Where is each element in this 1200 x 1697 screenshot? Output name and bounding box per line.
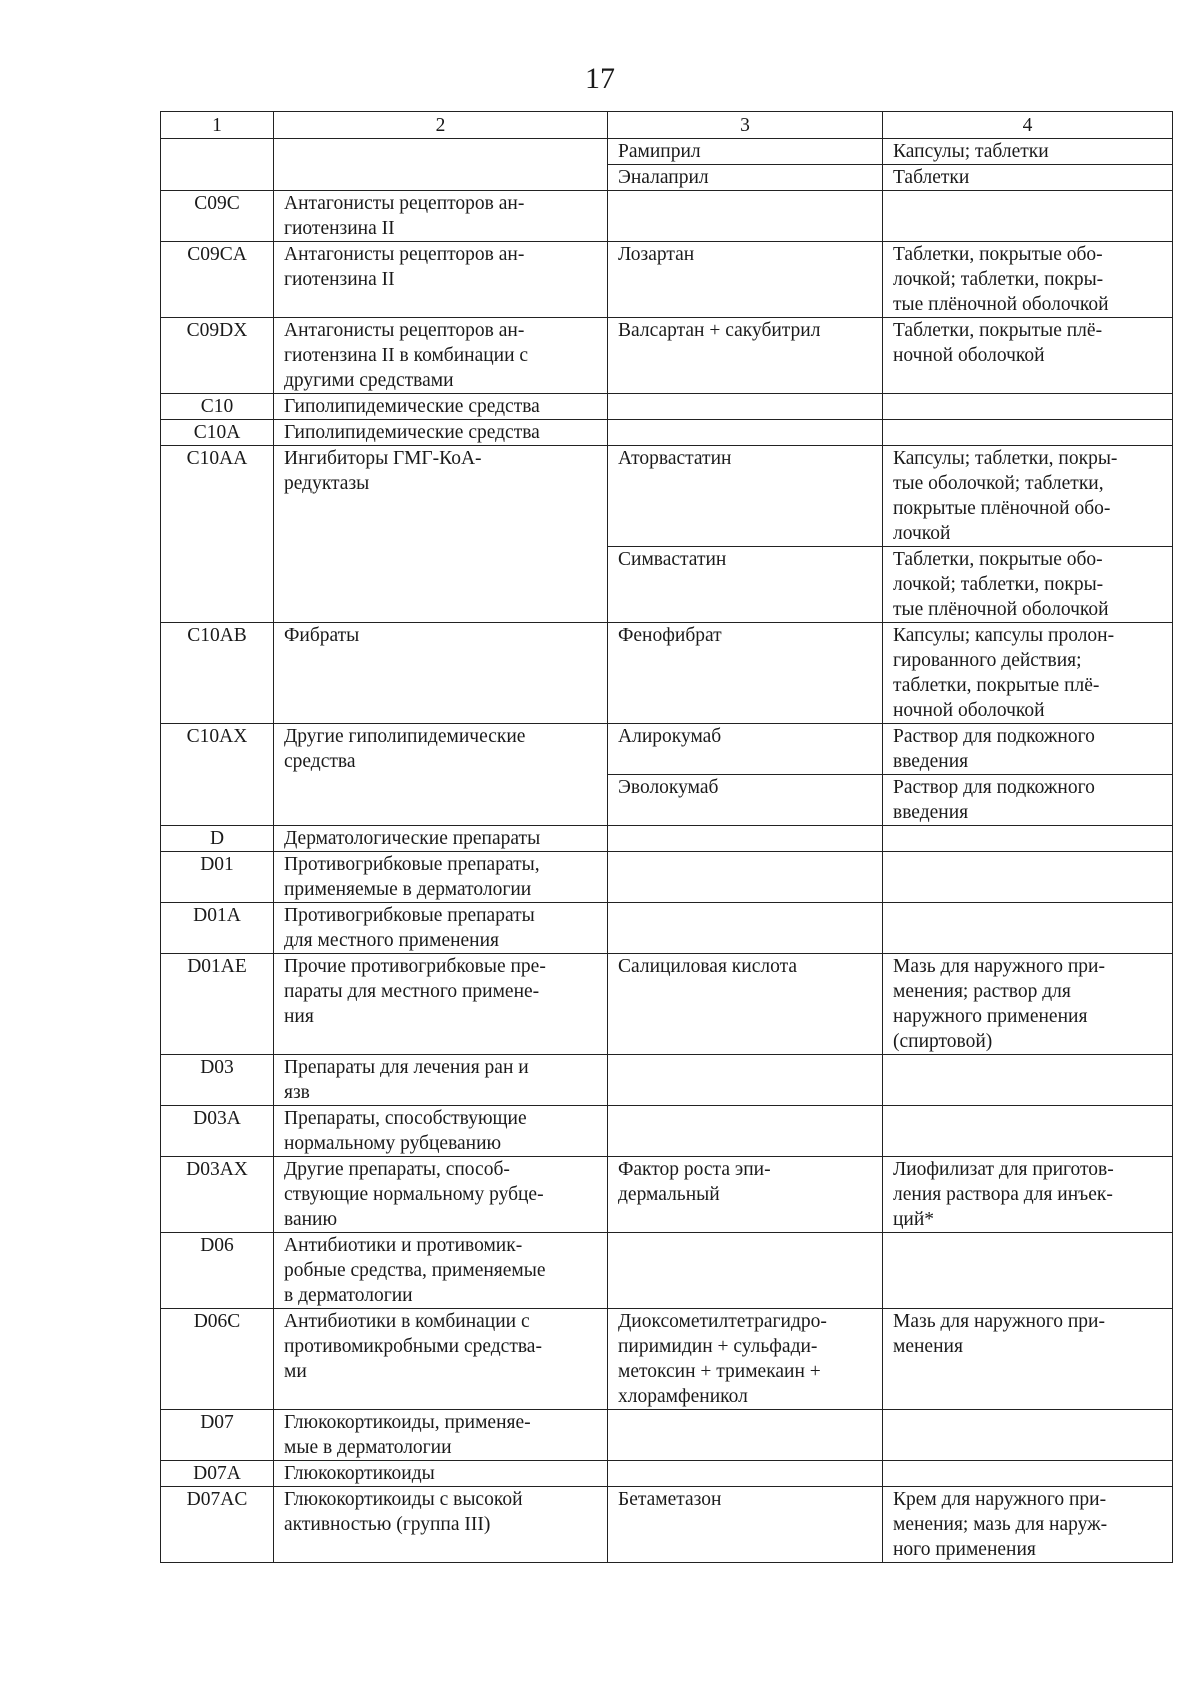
group-name-cell: Антагонисты рецепторов ан- гиотензина II в комбинации с другими средствами [274,318,608,394]
atc-code-cell: D01 [161,852,274,903]
dosage-form-cell: Таблетки, покрытые обо- лочкой; таблетки, покры- тые плёночной оболочкой [883,242,1173,318]
drug-name-cell: Фактор роста эпи- дермальный [608,1157,883,1233]
group-name-cell: Глюкокортикоиды, применяе- мые в дерматологии [274,1410,608,1461]
table-row [161,1157,1173,1233]
drug-name-cell [608,191,883,242]
drug-name-cell: Салициловая кислота [608,954,883,1055]
group-name-cell: Антагонисты рецепторов ан- гиотензина II [274,242,608,318]
dosage-form-cell: Таблетки, покрытые обо- лочкой; таблетки, покры- тые плёночной оболочкой [883,547,1173,623]
dosage-form-cell [883,1055,1173,1106]
drug-name-cell: Лозартан [608,242,883,318]
table-row [161,318,1173,394]
group-name-cell: Другие препараты, способ- ствующие нормальному рубце- ванию [274,1157,608,1233]
atc-code-cell: D03AX [161,1157,274,1233]
drug-name-cell [608,1106,883,1157]
drug-name-cell: Диоксометилтетрагидро- пиримидин + сульфади- метоксин + тримекаин + хлорамфеникол [608,1309,883,1410]
dosage-form-cell: Капсулы; капсулы пролон- гированного действия; таблетки, покрытые плё- ночной оболочкой [883,623,1173,724]
drug-name-cell [608,826,883,852]
atc-code-cell: C10A [161,420,274,446]
page-number: 17 [585,62,615,95]
table-header-row [161,112,1173,139]
drug-name-cell: Рамиприл [608,139,883,165]
atc-code-cell: D07A [161,1461,274,1487]
header-cell: 3 [608,112,883,139]
drug-name-cell: Фенофибрат [608,623,883,724]
table-row [161,903,1173,954]
dosage-form-cell: Таблетки, покрытые плё- ночной оболочкой [883,318,1173,394]
group-name-cell: Антагонисты рецепторов ан- гиотензина II [274,191,608,242]
table-body [161,139,1173,1563]
drug-name-cell: Бетаметазон [608,1487,883,1563]
header-cell: 1 [161,112,274,139]
dosage-form-cell: Раствор для подкожного введения [883,724,1173,775]
table-row [161,724,1173,775]
table-row [161,852,1173,903]
drug-name-cell [608,1410,883,1461]
drug-name-cell [608,394,883,420]
table-row [161,446,1173,547]
table-row [161,954,1173,1055]
drug-name-cell [608,1461,883,1487]
group-name-cell: Фибраты [274,623,608,724]
dosage-form-cell: Крем для наружного при- менения; мазь для наруж- ного применения [883,1487,1173,1563]
dosage-form-cell [883,191,1173,242]
drug-name-cell: Валсартан + сакубитрил [608,318,883,394]
atc-code-cell: C10AB [161,623,274,724]
table-row [161,1410,1173,1461]
group-name-cell: Гиполипидемические средства [274,420,608,446]
atc-code-cell: D01A [161,903,274,954]
drug-name-cell [608,852,883,903]
dosage-form-cell: Таблетки [883,165,1173,191]
drug-name-cell: Аторвастатин [608,446,883,547]
group-name-cell: Глюкокортикоиды с высокой активностью (группа III) [274,1487,608,1563]
atc-code-cell: D07 [161,1410,274,1461]
drug-name-cell [608,420,883,446]
table-row [161,191,1173,242]
atc-code-cell: D06C [161,1309,274,1410]
header-cell: 2 [274,112,608,139]
group-name-cell: Дерматологические препараты [274,826,608,852]
atc-code-cell: D01AE [161,954,274,1055]
dosage-form-cell [883,420,1173,446]
group-name-cell: Противогрибковые препараты, применяемые в дерматологии [274,852,608,903]
dosage-form-cell [883,394,1173,420]
table-row [161,242,1173,318]
group-name-cell: Препараты для лечения ран и язв [274,1055,608,1106]
atc-code-cell: C09CA [161,242,274,318]
dosage-form-cell [883,1106,1173,1157]
group-name-cell: Антибиотики в комбинации с противомикробными средства- ми [274,1309,608,1410]
atc-code-cell: D06 [161,1233,274,1309]
atc-code-cell: C10 [161,394,274,420]
dosage-form-cell: Капсулы; таблетки, покры- тые оболочкой; таблетки, покрытые плёночной обо- лочкой [883,446,1173,547]
dosage-form-cell [883,1461,1173,1487]
dosage-form-cell [883,903,1173,954]
atc-code-cell: C10AX [161,724,274,826]
group-name-cell: Гиполипидемические средства [274,394,608,420]
atc-code-cell [161,139,274,191]
atc-code-cell: C09DX [161,318,274,394]
atc-code-cell: C10AA [161,446,274,623]
table-row [161,826,1173,852]
table-row [161,1461,1173,1487]
atc-code-cell: D03A [161,1106,274,1157]
dosage-form-cell [883,826,1173,852]
table-row [161,1055,1173,1106]
table-row [161,1309,1173,1410]
atc-code-cell: D03 [161,1055,274,1106]
group-name-cell: Глюкокортикоиды [274,1461,608,1487]
drug-name-cell [608,903,883,954]
atc-code-cell: D07AC [161,1487,274,1563]
table-row [161,623,1173,724]
table-row [161,1233,1173,1309]
drug-name-cell [608,1233,883,1309]
dosage-form-cell: Мазь для наружного при- менения [883,1309,1173,1410]
table-row [161,394,1173,420]
group-name-cell: Ингибиторы ГМГ-КоА- редуктазы [274,446,608,623]
dosage-form-cell: Лиофилизат для приготов- ления раствора для инъек- ций* [883,1157,1173,1233]
group-name-cell: Антибиотики и противомик- робные средства, применяемые в дерматологии [274,1233,608,1309]
header-cell: 4 [883,112,1173,139]
atc-code-cell: C09C [161,191,274,242]
dosage-form-cell [883,1410,1173,1461]
drug-name-cell: Симвастатин [608,547,883,623]
group-name-cell: Прочие противогрибковые пре- параты для местного примене- ния [274,954,608,1055]
group-name-cell [274,139,608,191]
table-row [161,1106,1173,1157]
drug-name-cell [608,1055,883,1106]
group-name-cell: Противогрибковые препараты для местного применения [274,903,608,954]
table-row [161,1487,1173,1563]
table-row [161,139,1173,165]
dosage-form-cell: Раствор для подкожного введения [883,775,1173,826]
group-name-cell: Препараты, способствующие нормальному рубцеванию [274,1106,608,1157]
dosage-form-cell: Мазь для наружного при- менения; раствор для наружного применения (спиртовой) [883,954,1173,1055]
drug-name-cell: Эналаприл [608,165,883,191]
dosage-form-cell: Капсулы; таблетки [883,139,1173,165]
atc-code-cell: D [161,826,274,852]
dosage-form-cell [883,1233,1173,1309]
table-row [161,420,1173,446]
dosage-form-cell [883,852,1173,903]
group-name-cell: Другие гиполипидемические средства [274,724,608,826]
drug-name-cell: Алирокумаб [608,724,883,775]
drug-table [160,111,1173,1563]
drug-name-cell: Эволокумаб [608,775,883,826]
